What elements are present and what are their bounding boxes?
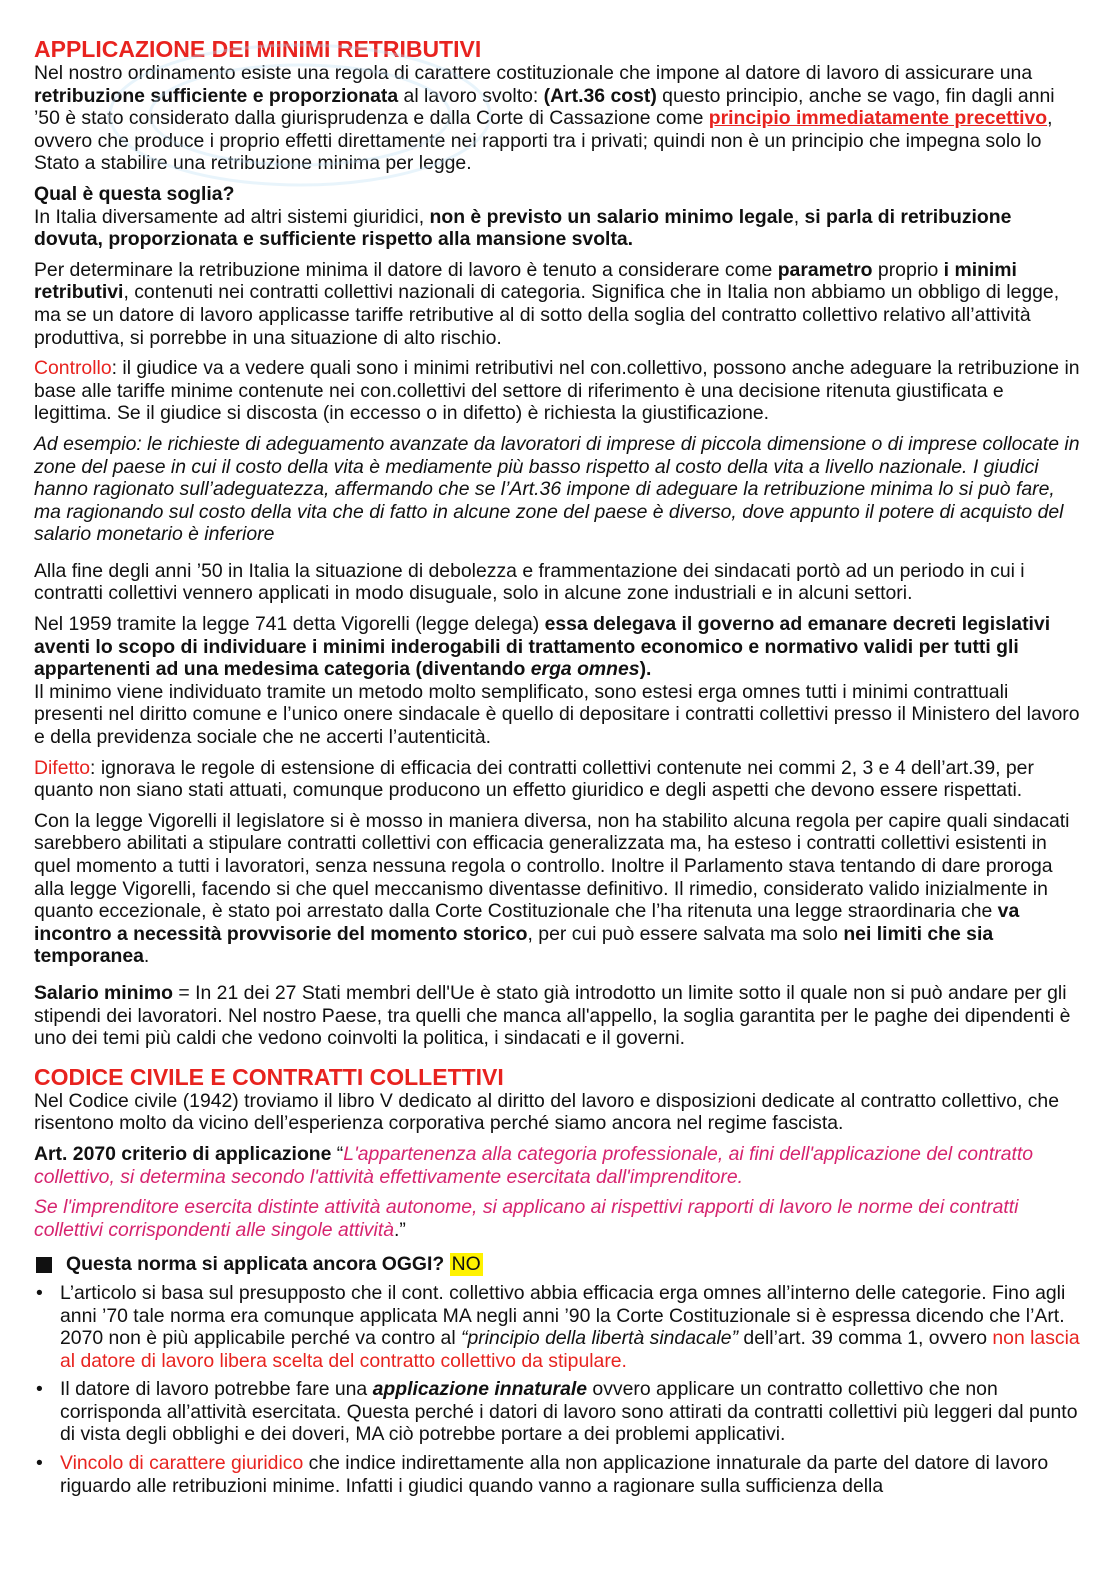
paragraph-rimedio: Con la legge Vigorelli il legislatore si è mosso in maniera diversa, non ha stabilito alcuna regola per capire quali sindacati sarebbero abilitati a stipulare contratti collettivi con efficacia generalizzata ma, ha esteso i contratti collettivi esistenti in quel momento a tutti i lavoratori, senza nessuna regola o controllo. Inoltre il Parlamento stava tentando di dare proroga alla legge Vigorelli, facendo si che quel meccanismo diventasse definitivo. Il rimedio, considerato valido inizialmente in quanto eccezionale, è stato poi arrestato dalla Corte Costituzionale che l’ha ritenuta una legge straordinaria che va incontro a necessità provvisorie del momento storico, per cui può essere salvata ma solo nei limiti che sia temporanea.	[34, 809, 1070, 968]
paragraph-intro: Nel nostro ordinamento esiste una regola di carattere costituzionale che impone al datore di lavoro di assicurare una retribuzione sufficiente e proporzionata al lavoro svolto: (Art.36 cost) questo principio, anche se vago, fin dagli anni ’50 è stato considerato dalla giurisprudenza e dalla Corte di Cassazione come principio immediatamente precettivo, ovvero che produce i proprio effetti direttamente nei rapporti tra i privati; quindi non è un principio che impegna solo lo Stato a stabilire una retribuzione minima per legge.	[34, 62, 1055, 175]
list-item: • Il datore di lavoro potrebbe fare una applicazione innaturale ovvero applicare un contratto collettivo che non corrisponda all’attività esercitata. Questa perché i datori di lavoro sono attirati da contratti collettivi più leggeri dal punto di vista degli obblighi e dei doveri, MA ciò potrebbe portare a dei problemi applicativi.	[36, 1378, 1078, 1446]
paragraph-esempio: Ad esempio: le richieste di adeguamento avanzate da lavoratori di imprese di piccola dimensione o di imprese collocate in zone del paese in cui il costo della vita è mediamente più basso rispetto al costo della vita a livello nazionale. I giudici hanno ragionato sull’adeguatezza, affermando che se l’Art.36 impone di adeguare la retribuzione minima lo si può fare, ma ragionando sul costo della vita che di fatto in alcune zone del paese è diverso, dove appunto il potere di acquisto del salario monetario è inferiore	[34, 432, 1080, 546]
paragraph-codice-civile: Nel Codice civile (1942) troviamo il libro V dedicato al diritto del lavoro e disposizioni dedicate al contratto collettivo, che risentono molto da vicino dell’esperienza corporativa perché siamo ancora nel regime fascista.	[34, 1089, 1059, 1135]
paragraph-difetto: Difetto: ignorava le regole di estensione di efficacia dei contratti collettivi contenute nei commi 2, 3 e 4 dell’art.39, per quanto non siano stati attuati, comunque producono un effetto giuridico e degli aspetti che devono essere rispettati.	[34, 756, 1034, 802]
bullet-dot-icon: •	[36, 1378, 43, 1401]
paragraph-parametro: Per determinare la retribuzione minima il datore di lavoro è tenuto a considerare come parametro proprio i minimi retributivi, contenuti nei contratti collettivi nazionali di categoria. Significa che in Italia non abbiamo un obbligo di legge, ma se un datore di lavoro applicasse tariffe retributive al di sotto della soglia del contratto collettivo relativo all’attività produttiva, si porrebbe in una situazione di alto rischio.	[34, 258, 1060, 349]
link-principio-precettivo[interactable]: principio immediatamente precettivo	[708, 107, 1048, 130]
bullet-dot-icon: •	[36, 1452, 43, 1475]
paragraph-salario-minimo-legale: In Italia diversamente ad altri sistemi giuridici, non è previsto un salario minimo legale, si parla di retribuzione dovuta, proporzionata e sufficiente rispetto alla mansione svolta.	[34, 205, 1012, 251]
section-title-minimi: APPLICAZIONE DEI MINIMI RETRIBUTIVI	[34, 36, 482, 62]
list-item: • Vincolo di carattere giuridico che indice indirettamente alla non applicazione innaturale da parte del datore di lavoro riguardo alle retribuzioni minime. Infatti i giudici quando vanno a ragionare sulla sufficienza della	[36, 1452, 1049, 1497]
answer-highlight: NO	[451, 1253, 481, 1276]
paragraph-art-2070: Art. 2070 criterio di applicazione “L'appartenenza alla categoria professionale, ai fini dell'applicazione del contratto collettivo, si determina secondo l'attività effettivamente esercitata dall'imprenditore.	[34, 1142, 1034, 1188]
square-bullet-icon	[36, 1257, 52, 1273]
paragraph-controllo: Controllo: il giudice va a vedere quali sono i minimi retributivi nel con.collettivo, possono anche adeguare la retribuzione in base alle tariffe minime contenute nei con.collettivi del settore di riferimento è una decisione ritenuta giustificata e legittima. Se il giudice si discosta (in eccesso o in difetto) è richiesta la giustificazione.	[34, 357, 1080, 425]
question-norma-oggi: Questa norma si applicata ancora OGGI? NO	[34, 1253, 1080, 1276]
paragraph-anni-50: Alla fine degli anni ’50 in Italia la situazione di debolezza e frammentazione dei sindacati portò ad un periodo in cui i contratti collettivi vennero applicati in modo disuguale, solo in alcune zone industriali e in alcuni settori.	[34, 559, 1025, 605]
bullet-dot-icon: •	[36, 1281, 43, 1304]
paragraph-legge-vigorelli: Nel 1959 tramite la legge 741 detta Vigorelli (legge delega) essa delegava il governo ad emanare decreti legislativi aventi lo scopo di individuare i minimi inderogabili di trattamento economico e normativo validi per tutti gli appartenenti ad una medesima categoria (diventando erga omnes). Il minimo viene individuato tramite un metodo molto semplificato, sono estesi erga omnes tutti i minimi contrattuali presenti nel diritto comune e l’unico onere sindacale è quello di depositare i contratti collettivi presso il Ministero del lavoro e della previdenza sociale che ne accerti l’autenticità.	[34, 613, 1080, 749]
section-title-codice-civile: CODICE CIVILE E CONTRATTI COLLETTIVI	[34, 1063, 504, 1090]
paragraph-art-2070-quote-2: Se l'imprenditore esercita distinte attività autonome, si applicano ai rispettivi rapporti di lavoro le norme dei contratti collettivi corrispondenti alle singole attività.”	[34, 1196, 1019, 1241]
question-soglia: Qual è questa soglia?	[34, 182, 235, 205]
paragraph-salario-minimo: Salario minimo = In 21 dei 27 Stati membri dell'Ue è stato già introdotto un limite sotto il quale non si può andare per gli stipendi dei lavoratori. Nel nostro Paese, tra quelli che manca all'appello, la soglia garantita per le paghe dei dipendenti è uno dei temi più caldi che vedono coinvolti la politica, i sindacati e il governi.	[34, 981, 1071, 1050]
list-item: • L’articolo si basa sul presupposto che il cont. collettivo abbia efficacia erga omnes all’interno delle categorie. Fino agli anni ’70 tale norma era comunque applicata MA negli anni ’90 la Corte Costituzionale si è espressa dicendo che l’Art. 2070 non è più applicabile perché va contro al “principio della libertà sindacale” dell’art. 39 comma 1, ovvero non lascia al datore di lavoro libera scelta del contratto collettivo da stipulare.	[36, 1281, 1080, 1372]
